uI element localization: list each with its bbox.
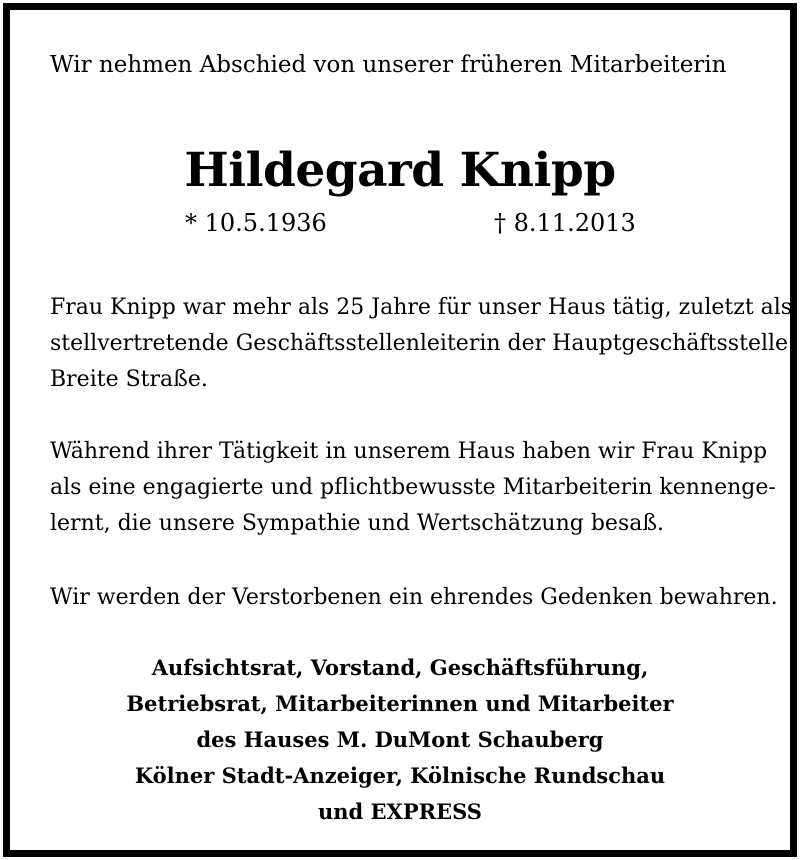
paragraph-line: Frau Knipp war mehr als 25 Jahre für unser Haus tätig, zuletzt als bbox=[50, 295, 793, 320]
birth-date: * 10.5.1936 bbox=[185, 209, 327, 237]
signature-line: Kölner Stadt-Anzeiger, Kölnische Rundschau bbox=[134, 763, 666, 788]
paragraph-remembrance bbox=[50, 580, 778, 616]
paragraph-line: als eine engagierte und pflichtbewusste Mitarbeiterin kennenge- bbox=[50, 475, 776, 500]
signature-line: Betriebsrat, Mitarbeiterinnen und Mitarbeiter bbox=[126, 691, 674, 716]
signature-block bbox=[10, 650, 790, 830]
death-date: † 8.11.2013 bbox=[494, 209, 636, 237]
deceased-name: Hildegard Knipp bbox=[184, 143, 616, 198]
paragraph-line: stellvertretende Geschäftsstellenleiterin der Hauptgeschäftsstelle bbox=[50, 331, 789, 356]
signature-line: und EXPRESS bbox=[318, 799, 482, 824]
paragraph-line: Während ihrer Tätigkeit in unserem Haus haben wir Frau Knipp bbox=[50, 439, 768, 464]
intro-line: Wir nehmen Abschied von unserer früheren Mitarbeiterin bbox=[50, 52, 727, 78]
paragraph-appreciation bbox=[50, 434, 776, 542]
paragraph-career bbox=[50, 290, 793, 398]
signature-line: Aufsichtsrat, Vorstand, Geschäftsführung, bbox=[151, 655, 649, 680]
signature-line: des Hauses M. DuMont Schauberg bbox=[196, 727, 604, 752]
paragraph-line: Breite Straße. bbox=[50, 367, 208, 392]
obituary-frame bbox=[3, 3, 797, 857]
paragraph-line: lernt, die unsere Sympathie und Wertschätzung besaß. bbox=[50, 511, 665, 536]
paragraph-line: Wir werden der Verstorbenen ein ehrendes Gedenken bewahren. bbox=[50, 585, 778, 610]
